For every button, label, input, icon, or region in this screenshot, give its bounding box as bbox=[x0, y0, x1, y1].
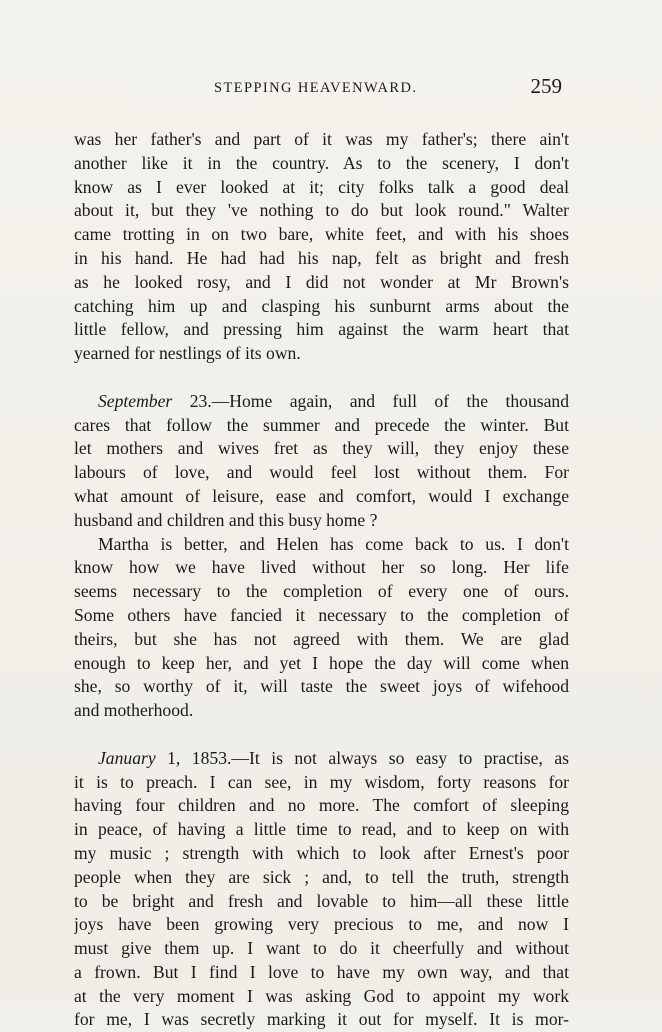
entry-gap bbox=[74, 366, 569, 390]
text-line: know how we have lived without her so long. Her life bbox=[74, 557, 569, 578]
entry-date-month: January bbox=[98, 747, 156, 768]
text-line-dated bbox=[74, 747, 569, 771]
text-line: labours of love, and would feel lost without them. For bbox=[74, 462, 569, 483]
page-number: 259 bbox=[530, 74, 562, 98]
text-line: was her father's and part of it was my father's; there ain't bbox=[74, 129, 569, 149]
text-line: as he looked rosy, and I did not wonder at Mr Brown's bbox=[74, 271, 569, 292]
page-header bbox=[74, 74, 574, 104]
text-line: know as I ever looked at it; city folks talk a good deal bbox=[74, 176, 569, 197]
entry-date-month: September bbox=[98, 390, 173, 411]
text-line: joys have been growing very precious to me, and now I bbox=[74, 914, 569, 935]
text-line: yearned for nestlings of its own. bbox=[74, 343, 301, 364]
text-line: my music ; strength with which to look after Ernest's poor bbox=[74, 842, 569, 863]
text-line-dated bbox=[74, 390, 569, 414]
text-line: in his hand. He had had his nap, felt as bright and fresh bbox=[74, 247, 569, 268]
entry-first-line-text: 1, 1853.—It is not always so easy to practise, as bbox=[155, 747, 569, 768]
text-line: seems necessary to the completion of every one of ours. bbox=[74, 581, 569, 602]
text-line: came trotting in on two bare, white feet, and with his shoes bbox=[74, 224, 569, 245]
text-line: Martha is better, and Helen has come back to us. I don't bbox=[98, 533, 569, 554]
body-text bbox=[74, 128, 569, 1032]
text-line: about it, but they 've nothing to do but look round." Walter bbox=[74, 200, 569, 221]
entry-september bbox=[74, 390, 569, 533]
text-line: having four children and no more. The comfort of sleeping bbox=[74, 795, 569, 816]
text-line: people when they are sick ; and, to tell the truth, strength bbox=[74, 866, 569, 887]
text-line: cares that follow the summer and precede the winter. But bbox=[74, 414, 569, 435]
text-line: Some others have fancied it necessary to the completion of bbox=[74, 604, 569, 625]
entry-first-line-text: 23.—Home again, and full of the thousand bbox=[172, 390, 569, 411]
text-line: must give them up. I want to do it cheerfully and without bbox=[74, 938, 569, 959]
text-line: little fellow, and pressing him against the warm heart that bbox=[74, 319, 569, 340]
text-line: and motherhood. bbox=[74, 700, 194, 721]
text-line: husband and children and this busy home ? bbox=[74, 509, 378, 530]
entry-january bbox=[74, 747, 569, 1032]
text-line: catching him up and clasping his sunburnt arms about the bbox=[74, 295, 569, 316]
paragraph-1 bbox=[74, 128, 569, 366]
text-line: in peace, of having a little time to read, and to keep on with bbox=[74, 819, 569, 840]
text-line: she, so worthy of it, will taste the sweet joys of wifehood bbox=[74, 676, 569, 697]
text-line: theirs, but she has not agreed with them. We are glad bbox=[74, 628, 569, 649]
text-line: a frown. But I find I love to have my own way, and that bbox=[74, 961, 569, 982]
text-line: let mothers and wives fret as they will, they enjoy these bbox=[74, 438, 569, 459]
text-line: what amount of leisure, ease and comfort, would I exchange bbox=[74, 485, 569, 506]
entry-gap bbox=[74, 723, 569, 747]
text-line: enough to keep her, and yet I hope the day will come when bbox=[74, 652, 569, 673]
text-line: another like it in the country. As to the scenery, I don't bbox=[74, 152, 569, 173]
text-line: to be bright and fresh and lovable to him—all these little bbox=[74, 890, 569, 911]
text-line: it is to preach. I can see, in my wisdom, forty reasons for bbox=[74, 771, 569, 792]
running-head: STEPPING HEAVENWARD. bbox=[214, 80, 418, 96]
text-line: for me, I was secretly marking it out for myself. It is mor- bbox=[74, 1009, 569, 1030]
paragraph-3 bbox=[74, 533, 569, 723]
text-line: at the very moment I was asking God to appoint my work bbox=[74, 985, 569, 1006]
